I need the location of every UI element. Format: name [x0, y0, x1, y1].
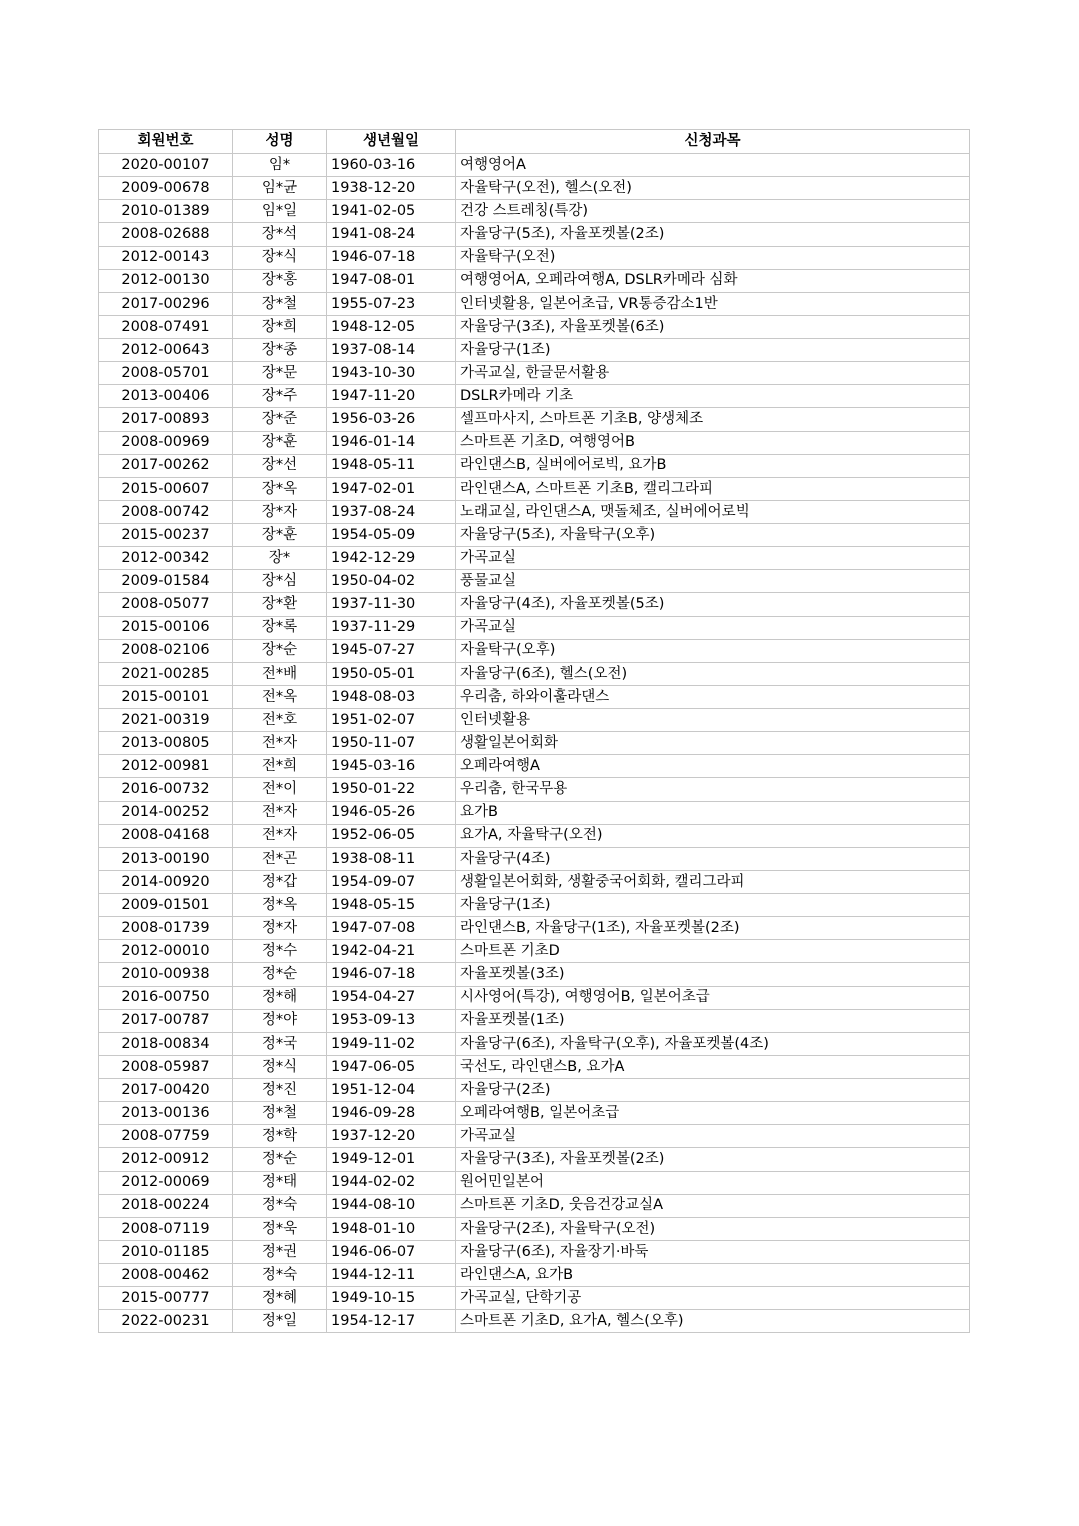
member-name-cell: 장*훈	[233, 524, 327, 547]
birth-date-cell: 1950-05-01	[327, 662, 456, 685]
table-row	[99, 847, 970, 870]
table-row	[99, 154, 970, 177]
table-row	[99, 1148, 970, 1171]
member-id-cell: 2017-00787	[99, 1009, 233, 1032]
table-row	[99, 685, 970, 708]
birth-date-cell: 1945-07-27	[327, 639, 456, 662]
courses-cell: 가곡교실	[456, 547, 970, 570]
member-id-cell: 2015-00607	[99, 477, 233, 500]
courses-cell: 여행영어A	[456, 154, 970, 177]
table-row	[99, 1264, 970, 1287]
table-row	[99, 801, 970, 824]
birth-date-cell: 1949-11-02	[327, 1032, 456, 1055]
birth-date-cell: 1954-05-09	[327, 524, 456, 547]
member-name-cell: 정*권	[233, 1240, 327, 1263]
member-name-cell: 정*자	[233, 917, 327, 940]
table-row	[99, 431, 970, 454]
table-row	[99, 1171, 970, 1194]
member-name-cell: 장*준	[233, 408, 327, 431]
member-name-cell: 정*욱	[233, 1217, 327, 1240]
member-name-cell: 정*혜	[233, 1287, 327, 1310]
member-name-cell: 장*환	[233, 593, 327, 616]
header-courses: 신청과목	[456, 130, 970, 154]
table-row	[99, 315, 970, 338]
member-id-cell: 2009-01501	[99, 894, 233, 917]
header-row	[99, 130, 970, 154]
member-id-cell: 2015-00101	[99, 685, 233, 708]
member-name-cell: 전*자	[233, 824, 327, 847]
member-name-cell: 정*숙	[233, 1194, 327, 1217]
member-name-cell: 전*옥	[233, 685, 327, 708]
member-id-cell: 2013-00805	[99, 732, 233, 755]
table-row	[99, 1079, 970, 1102]
birth-date-cell: 1947-07-08	[327, 917, 456, 940]
member-id-cell: 2017-00262	[99, 454, 233, 477]
member-name-cell: 정*옥	[233, 894, 327, 917]
birth-date-cell: 1944-02-02	[327, 1171, 456, 1194]
table-row	[99, 454, 970, 477]
courses-cell: 원어민일본어	[456, 1171, 970, 1194]
table-row	[99, 362, 970, 385]
member-name-cell: 정*국	[233, 1032, 327, 1055]
birth-date-cell: 1952-06-05	[327, 824, 456, 847]
table-row	[99, 200, 970, 223]
table-row	[99, 524, 970, 547]
member-id-cell: 2012-00143	[99, 246, 233, 269]
member-name-cell: 장*옥	[233, 477, 327, 500]
birth-date-cell: 1942-12-29	[327, 547, 456, 570]
member-id-cell: 2012-00981	[99, 755, 233, 778]
header-member-id: 회원번호	[99, 130, 233, 154]
birth-date-cell: 1951-12-04	[327, 1079, 456, 1102]
birth-date-cell: 1941-08-24	[327, 223, 456, 246]
birth-date-cell: 1946-09-28	[327, 1102, 456, 1125]
birth-date-cell: 1937-12-20	[327, 1125, 456, 1148]
table-row	[99, 662, 970, 685]
header-name: 성명	[233, 130, 327, 154]
table-body	[99, 154, 970, 1333]
member-name-cell: 전*곤	[233, 847, 327, 870]
member-id-cell: 2008-00462	[99, 1264, 233, 1287]
table-row	[99, 547, 970, 570]
table-row	[99, 177, 970, 200]
member-id-cell: 2020-00107	[99, 154, 233, 177]
member-name-cell: 정*태	[233, 1171, 327, 1194]
member-id-cell: 2013-00136	[99, 1102, 233, 1125]
birth-date-cell: 1946-01-14	[327, 431, 456, 454]
table-row	[99, 616, 970, 639]
birth-date-cell: 1949-10-15	[327, 1287, 456, 1310]
birth-date-cell: 1947-02-01	[327, 477, 456, 500]
courses-cell: 자율당구(4조)	[456, 847, 970, 870]
table-row	[99, 477, 970, 500]
courses-cell: 자율포켓볼(3조)	[456, 963, 970, 986]
table-row	[99, 1032, 970, 1055]
birth-date-cell: 1956-03-26	[327, 408, 456, 431]
member-id-cell: 2017-00296	[99, 292, 233, 315]
table-row	[99, 385, 970, 408]
courses-cell: 자율당구(3조), 자율포켓볼(2조)	[456, 1148, 970, 1171]
table-row	[99, 1240, 970, 1263]
member-name-cell: 정*해	[233, 986, 327, 1009]
birth-date-cell: 1960-03-16	[327, 154, 456, 177]
courses-cell: 자율탁구(오전), 헬스(오전)	[456, 177, 970, 200]
table-row	[99, 894, 970, 917]
courses-cell: 자율포켓볼(1조)	[456, 1009, 970, 1032]
courses-cell: 자율당구(3조), 자율포켓볼(6조)	[456, 315, 970, 338]
courses-cell: 풍물교실	[456, 570, 970, 593]
member-name-cell: 정*철	[233, 1102, 327, 1125]
courses-cell: 노래교실, 라인댄스A, 맷돌체조, 실버에어로빅	[456, 500, 970, 523]
member-id-cell: 2021-00319	[99, 709, 233, 732]
birth-date-cell: 1948-05-15	[327, 894, 456, 917]
birth-date-cell: 1948-05-11	[327, 454, 456, 477]
birth-date-cell: 1950-04-02	[327, 570, 456, 593]
table-row	[99, 1055, 970, 1078]
member-id-cell: 2018-00224	[99, 1194, 233, 1217]
courses-cell: 인터넷활용, 일본어초급, VR통증감소1반	[456, 292, 970, 315]
member-name-cell: 장*식	[233, 246, 327, 269]
member-id-cell: 2016-00732	[99, 778, 233, 801]
table-row	[99, 755, 970, 778]
birth-date-cell: 1950-11-07	[327, 732, 456, 755]
courses-cell: 우리춤, 하와이훌라댄스	[456, 685, 970, 708]
member-name-cell: 전*자	[233, 732, 327, 755]
birth-date-cell: 1954-09-07	[327, 870, 456, 893]
birth-date-cell: 1941-02-05	[327, 200, 456, 223]
member-id-cell: 2017-00893	[99, 408, 233, 431]
courses-cell: 요가A, 자율탁구(오전)	[456, 824, 970, 847]
courses-cell: 스마트폰 기초D	[456, 940, 970, 963]
courses-cell: 가곡교실	[456, 616, 970, 639]
member-name-cell: 정*일	[233, 1310, 327, 1333]
member-id-cell: 2010-01185	[99, 1240, 233, 1263]
courses-cell: 가곡교실, 한글문서활용	[456, 362, 970, 385]
member-name-cell: 정*수	[233, 940, 327, 963]
courses-cell: 자율당구(6조), 헬스(오전)	[456, 662, 970, 685]
table-row	[99, 1009, 970, 1032]
member-name-cell: 장*자	[233, 500, 327, 523]
birth-date-cell: 1938-12-20	[327, 177, 456, 200]
table-row	[99, 940, 970, 963]
member-id-cell: 2008-05987	[99, 1055, 233, 1078]
member-id-cell: 2008-02106	[99, 639, 233, 662]
table-row	[99, 824, 970, 847]
courses-cell: 자율당구(1조)	[456, 894, 970, 917]
member-id-cell: 2016-00750	[99, 986, 233, 1009]
courses-cell: 자율탁구(오후)	[456, 639, 970, 662]
member-id-cell: 2017-00420	[99, 1079, 233, 1102]
courses-cell: 자율당구(1조)	[456, 339, 970, 362]
table-row	[99, 870, 970, 893]
table-row	[99, 570, 970, 593]
member-name-cell: 장*홍	[233, 269, 327, 292]
courses-cell: 자율당구(5조), 자율탁구(오후)	[456, 524, 970, 547]
member-name-cell: 장*	[233, 547, 327, 570]
member-name-cell: 정*순	[233, 963, 327, 986]
birth-date-cell: 1944-08-10	[327, 1194, 456, 1217]
birth-date-cell: 1950-01-22	[327, 778, 456, 801]
table-row	[99, 917, 970, 940]
birth-date-cell: 1946-06-07	[327, 1240, 456, 1263]
courses-cell: 인터넷활용	[456, 709, 970, 732]
table-row	[99, 639, 970, 662]
member-name-cell: 임*	[233, 154, 327, 177]
member-name-cell: 전*배	[233, 662, 327, 685]
courses-cell: 가곡교실	[456, 1125, 970, 1148]
member-id-cell: 2008-07119	[99, 1217, 233, 1240]
birth-date-cell: 1944-12-11	[327, 1264, 456, 1287]
member-id-cell: 2008-00742	[99, 500, 233, 523]
member-id-cell: 2014-00920	[99, 870, 233, 893]
birth-date-cell: 1937-08-24	[327, 500, 456, 523]
header-birth-date: 생년월일	[327, 130, 456, 154]
member-id-cell: 2013-00190	[99, 847, 233, 870]
member-id-cell: 2008-01739	[99, 917, 233, 940]
courses-cell: 생활일본어회화	[456, 732, 970, 755]
courses-cell: 여행영어A, 오페라여행A, DSLR카메라 심화	[456, 269, 970, 292]
birth-date-cell: 1948-01-10	[327, 1217, 456, 1240]
birth-date-cell: 1954-12-17	[327, 1310, 456, 1333]
table-row	[99, 269, 970, 292]
member-name-cell: 장*훈	[233, 431, 327, 454]
member-name-cell: 정*학	[233, 1125, 327, 1148]
table-row	[99, 1217, 970, 1240]
member-id-cell: 2012-00342	[99, 547, 233, 570]
member-id-cell: 2008-05701	[99, 362, 233, 385]
courses-cell: 국선도, 라인댄스B, 요가A	[456, 1055, 970, 1078]
courses-cell: DSLR카메라 기초	[456, 385, 970, 408]
courses-cell: 라인댄스A, 스마트폰 기초B, 캘리그라피	[456, 477, 970, 500]
courses-cell: 자율탁구(오전)	[456, 246, 970, 269]
courses-cell: 요가B	[456, 801, 970, 824]
birth-date-cell: 1955-07-23	[327, 292, 456, 315]
table-row	[99, 732, 970, 755]
birth-date-cell: 1948-08-03	[327, 685, 456, 708]
member-id-cell: 2022-00231	[99, 1310, 233, 1333]
courses-cell: 건강 스트레칭(특강)	[456, 200, 970, 223]
member-id-cell: 2010-01389	[99, 200, 233, 223]
member-id-cell: 2008-04168	[99, 824, 233, 847]
member-id-cell: 2015-00777	[99, 1287, 233, 1310]
birth-date-cell: 1953-09-13	[327, 1009, 456, 1032]
courses-cell: 시사영어(특강), 여행영어B, 일본어초급	[456, 986, 970, 1009]
birth-date-cell: 1947-08-01	[327, 269, 456, 292]
birth-date-cell: 1954-04-27	[327, 986, 456, 1009]
member-name-cell: 장*석	[233, 223, 327, 246]
courses-cell: 스마트폰 기초D, 요가A, 헬스(오후)	[456, 1310, 970, 1333]
table-row	[99, 500, 970, 523]
birth-date-cell: 1946-05-26	[327, 801, 456, 824]
courses-cell: 오페라여행B, 일본어초급	[456, 1102, 970, 1125]
birth-date-cell: 1947-06-05	[327, 1055, 456, 1078]
member-id-cell: 2008-07759	[99, 1125, 233, 1148]
birth-date-cell: 1938-08-11	[327, 847, 456, 870]
birth-date-cell: 1949-12-01	[327, 1148, 456, 1171]
member-id-cell: 2015-00237	[99, 524, 233, 547]
member-id-cell: 2012-00069	[99, 1171, 233, 1194]
courses-cell: 자율당구(2조)	[456, 1079, 970, 1102]
member-id-cell: 2008-02688	[99, 223, 233, 246]
member-id-cell: 2012-00130	[99, 269, 233, 292]
table-row	[99, 1125, 970, 1148]
table-row	[99, 709, 970, 732]
member-name-cell: 정*진	[233, 1079, 327, 1102]
table-row	[99, 986, 970, 1009]
courses-cell: 스마트폰 기초D, 웃음건강교실A	[456, 1194, 970, 1217]
member-id-cell: 2010-00938	[99, 963, 233, 986]
member-name-cell: 정*야	[233, 1009, 327, 1032]
courses-cell: 자율당구(5조), 자율포켓볼(2조)	[456, 223, 970, 246]
member-name-cell: 정*숙	[233, 1264, 327, 1287]
birth-date-cell: 1945-03-16	[327, 755, 456, 778]
table-row	[99, 339, 970, 362]
member-name-cell: 임*일	[233, 200, 327, 223]
courses-cell: 가곡교실, 단학기공	[456, 1287, 970, 1310]
courses-cell: 우리춤, 한국무용	[456, 778, 970, 801]
member-name-cell: 전*이	[233, 778, 327, 801]
member-name-cell: 전*호	[233, 709, 327, 732]
courses-cell: 라인댄스B, 자율당구(1조), 자율포켓볼(2조)	[456, 917, 970, 940]
courses-cell: 자율당구(6조), 자율탁구(오후), 자율포켓볼(4조)	[456, 1032, 970, 1055]
birth-date-cell: 1947-11-20	[327, 385, 456, 408]
birth-date-cell: 1937-11-29	[327, 616, 456, 639]
member-name-cell: 정*갑	[233, 870, 327, 893]
birth-date-cell: 1946-07-18	[327, 246, 456, 269]
courses-cell: 자율당구(2조), 자율탁구(오전)	[456, 1217, 970, 1240]
member-name-cell: 전*희	[233, 755, 327, 778]
table-row	[99, 593, 970, 616]
member-id-cell: 2021-00285	[99, 662, 233, 685]
table-row	[99, 1287, 970, 1310]
member-name-cell: 정*순	[233, 1148, 327, 1171]
courses-cell: 오페라여행A	[456, 755, 970, 778]
member-name-cell: 장*심	[233, 570, 327, 593]
member-course-table	[98, 129, 970, 1333]
table-row	[99, 1310, 970, 1333]
courses-cell: 라인댄스A, 요가B	[456, 1264, 970, 1287]
member-id-cell: 2014-00252	[99, 801, 233, 824]
member-name-cell: 장*주	[233, 385, 327, 408]
birth-date-cell: 1948-12-05	[327, 315, 456, 338]
table-row	[99, 408, 970, 431]
table-row	[99, 223, 970, 246]
member-id-cell: 2012-00912	[99, 1148, 233, 1171]
member-name-cell: 전*자	[233, 801, 327, 824]
birth-date-cell: 1943-10-30	[327, 362, 456, 385]
member-id-cell: 2009-00678	[99, 177, 233, 200]
courses-cell: 자율당구(6조), 자율장기·바둑	[456, 1240, 970, 1263]
birth-date-cell: 1937-11-30	[327, 593, 456, 616]
member-id-cell: 2012-00643	[99, 339, 233, 362]
courses-cell: 스마트폰 기초D, 여행영어B	[456, 431, 970, 454]
member-name-cell: 장*록	[233, 616, 327, 639]
member-id-cell: 2012-00010	[99, 940, 233, 963]
member-id-cell: 2008-05077	[99, 593, 233, 616]
member-name-cell: 장*선	[233, 454, 327, 477]
member-name-cell: 장*종	[233, 339, 327, 362]
member-name-cell: 임*균	[233, 177, 327, 200]
member-name-cell: 정*식	[233, 1055, 327, 1078]
table-row	[99, 292, 970, 315]
member-id-cell: 2018-00834	[99, 1032, 233, 1055]
member-id-cell: 2008-07491	[99, 315, 233, 338]
birth-date-cell: 1942-04-21	[327, 940, 456, 963]
member-name-cell: 장*문	[233, 362, 327, 385]
member-id-cell: 2009-01584	[99, 570, 233, 593]
courses-cell: 셀프마사지, 스마트폰 기초B, 양생체조	[456, 408, 970, 431]
courses-cell: 라인댄스B, 실버에어로빅, 요가B	[456, 454, 970, 477]
table-row	[99, 1194, 970, 1217]
table-row	[99, 246, 970, 269]
courses-cell: 생활일본어회화, 생활중국어회화, 캘리그라피	[456, 870, 970, 893]
courses-cell: 자율당구(4조), 자율포켓볼(5조)	[456, 593, 970, 616]
member-name-cell: 장*순	[233, 639, 327, 662]
birth-date-cell: 1937-08-14	[327, 339, 456, 362]
member-name-cell: 장*희	[233, 315, 327, 338]
birth-date-cell: 1951-02-07	[327, 709, 456, 732]
member-id-cell: 2015-00106	[99, 616, 233, 639]
table-row	[99, 1102, 970, 1125]
table-row	[99, 963, 970, 986]
birth-date-cell: 1946-07-18	[327, 963, 456, 986]
member-id-cell: 2008-00969	[99, 431, 233, 454]
table-row	[99, 778, 970, 801]
member-name-cell: 장*철	[233, 292, 327, 315]
member-id-cell: 2013-00406	[99, 385, 233, 408]
